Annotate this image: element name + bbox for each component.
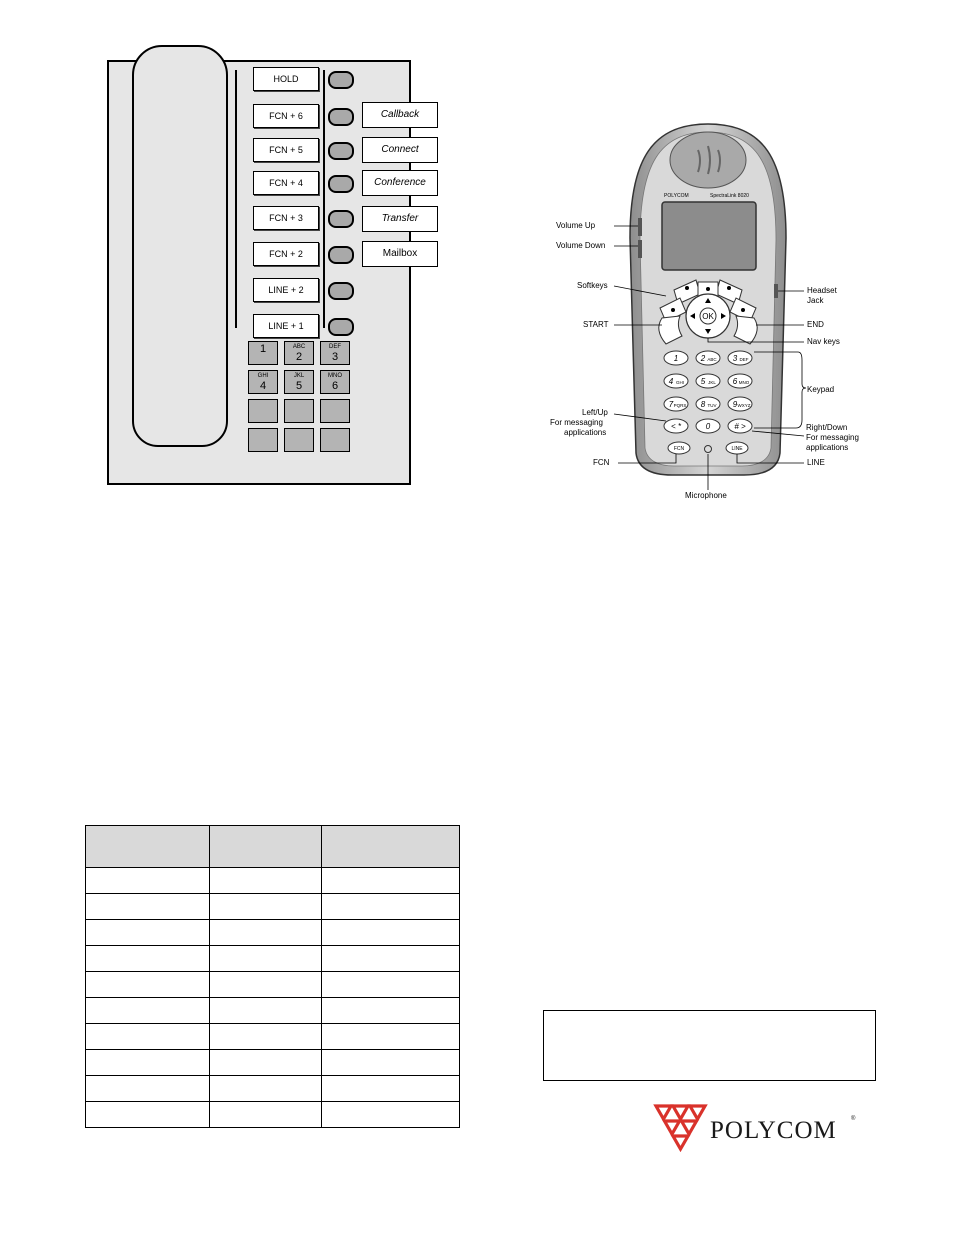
line-key-button [328,175,354,193]
callout-line: LINE [807,458,825,467]
dial-key-digit: 2 [295,351,303,363]
callout-right-down-line3: applications [806,443,849,452]
logo-triangle [656,1106,671,1119]
table-header-cell [86,826,210,868]
table-cell [322,894,460,920]
keypad-key-digit: 7 [668,400,674,409]
table-cell [210,998,322,1024]
table-cell [210,868,322,894]
table-cell [210,1102,322,1128]
feature-tag: Conference [362,170,438,196]
logo-triangle [673,1106,688,1119]
keypad-key-letters: JKL [708,380,716,385]
callout-end: END [807,320,824,329]
table-cell [322,998,460,1024]
ok-key-label: OK [702,312,714,321]
polycom-triangles-icon [652,1100,862,1152]
dial-key-letters: MNO [328,373,342,379]
table-cell [322,868,460,894]
table-cell [86,998,210,1024]
table-cell [210,1024,322,1050]
keypad-key-digit: 1 [673,354,679,363]
dial-key-digit: 6 [331,380,339,392]
feature-tag: Connect [362,137,438,163]
keypad-key-digit: 5 [700,377,706,386]
table-row [86,1024,460,1050]
keypad-key-digit: 4 [668,377,674,386]
feature-tag: Mailbox [362,241,438,267]
keypad-key-digit: 9 [732,400,738,409]
keypad-key-letters: TUV [707,403,717,408]
table-row [86,998,460,1024]
callout-headset-line2: Jack [807,296,824,305]
keypad-key-digit: # > [734,422,746,431]
dial-key [248,428,278,452]
note-box [543,1010,876,1081]
keypad-key-letters: ABC [707,357,717,362]
callout-softkeys: Softkeys [577,281,608,290]
line-key-label: LINE [731,446,743,452]
dial-key [248,341,278,365]
logo-triangle [690,1106,705,1119]
logo-triangle [665,1121,680,1134]
handset-brand: POLYCOM [664,193,689,199]
table-row [86,868,460,894]
table-cell [86,972,210,998]
feature-tag: Transfer [362,206,438,232]
callout-headset: Headset [807,286,837,295]
logo-triangle [682,1121,697,1134]
table-cell [86,1050,210,1076]
keypad-key-letters: MNO [738,380,750,385]
table-cell [86,920,210,946]
table-row [86,1076,460,1102]
table-cell [86,1076,210,1102]
dial-key [284,399,314,423]
wireless-handset-diagram [548,118,868,503]
callout-nav-keys: Nav keys [807,337,840,346]
line-key-button [328,142,354,160]
callout-start: START [583,320,609,329]
keypad-key-digit: 3 [732,354,738,363]
handset-model: SpectraLink 8020 [710,193,749,199]
table-cell [322,972,460,998]
table-row [86,946,460,972]
line-key-button [328,210,354,228]
dial-key [284,341,314,365]
dial-key-digit: 3 [331,351,339,363]
desk-phone-diagram [107,45,426,483]
line-key: FCN + 6 [253,104,319,128]
table-cell [86,1102,210,1128]
callout-right-down-line2: For messaging [806,433,859,442]
dial-key-letters: ABC [292,344,306,350]
keypad-key-digit: 6 [732,377,738,386]
line-key: LINE + 1 [253,314,319,338]
callout-volume-up: Volume Up [556,221,596,230]
dial-key-digit: 4 [259,380,267,392]
line-key-button [328,318,354,336]
line-key: FCN + 5 [253,138,319,162]
polycom-wordmark: POLYCOM [710,1117,837,1144]
table-row [86,1102,460,1128]
table-cell [322,1076,460,1102]
keypad-key-digit: < * [670,422,682,431]
dial-key [248,399,278,423]
dial-key-letters: DEF [329,344,341,350]
table-header-cell [322,826,460,868]
dial-key-letters: GHI [257,373,269,379]
callout-keypad: Keypad [807,385,835,394]
table-row [86,920,460,946]
line-key: HOLD [253,67,319,91]
dial-key [320,341,350,365]
callout-volume-down: Volume Down [556,241,606,250]
keypad-key-digit: 8 [700,400,706,409]
keypad-key-letters: WXYZ [737,403,751,408]
dial-key [284,428,314,452]
dial-key [320,428,350,452]
logo-triangle [673,1136,688,1149]
dial-key-digit: 1 [259,343,267,355]
keypad-key-digit: 2 [700,354,706,363]
line-key: FCN + 3 [253,206,319,230]
dial-key [248,370,278,394]
keypad-key-letters: GHI [675,380,685,385]
line-key: FCN + 4 [253,171,319,195]
line-key: LINE + 2 [253,278,319,302]
callout-microphone: Microphone [685,491,727,500]
table-cell [86,946,210,972]
table-cell [210,920,322,946]
callout-fcn: FCN [593,458,610,467]
dial-key-letters: JKL [293,373,305,379]
table-cell [322,1102,460,1128]
feature-tag: Callback [362,102,438,128]
callout-right-down: Right/Down [806,423,848,432]
dial-key [320,370,350,394]
line-key-button [328,108,354,126]
line-key-button [328,71,354,89]
table-row [86,1050,460,1076]
callout-left-up-line3: applications [564,428,607,437]
table-header-row [86,826,460,868]
table-cell [210,972,322,998]
dial-key [284,370,314,394]
table-cell [322,946,460,972]
table-cell [210,1050,322,1076]
table-cell [210,946,322,972]
table-body [86,868,460,1128]
table-row [86,894,460,920]
dial-key [320,399,350,423]
table-cell [86,1024,210,1050]
line-key-button [328,246,354,264]
dial-key-digit: 5 [295,380,303,392]
table-cell [210,894,322,920]
keypad-key-letters: DEF [739,357,749,362]
keypad-key-letters: PQRS [673,403,687,408]
table-header-cell [210,826,322,868]
table-cell [322,1050,460,1076]
callout-left-up-line2: For messaging [550,418,603,427]
keypad-key-digit: 0 [705,422,711,431]
desk-phone-handset [132,45,228,447]
feature-table [85,825,460,1128]
table-cell [322,920,460,946]
table-cell [86,868,210,894]
table-cell [210,1076,322,1102]
line-key: FCN + 2 [253,242,319,266]
registered-mark: ® [851,1116,856,1122]
callout-left-up: Left/Up [582,408,608,417]
table-cell [322,1024,460,1050]
table-row [86,972,460,998]
fcn-key-label: FCN [673,446,685,452]
polycom-logo [652,1100,862,1152]
table-cell [86,894,210,920]
line-key-button [328,282,354,300]
